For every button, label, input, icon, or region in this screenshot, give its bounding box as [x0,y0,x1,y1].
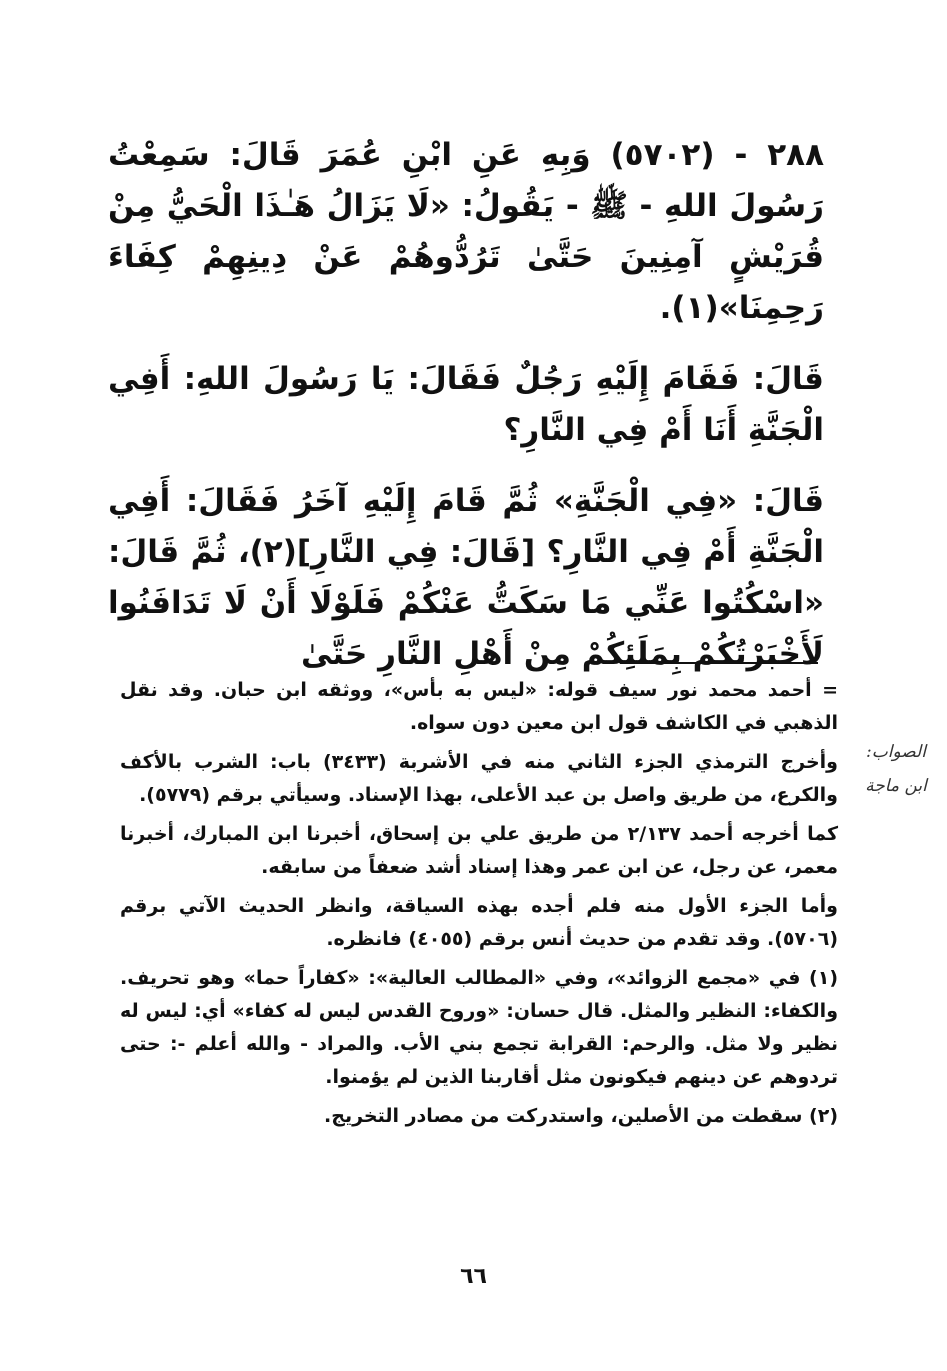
hadith-paragraph-2: قَالَ: فَقَامَ إِلَيْهِ رَجُلٌ فَقَالَ: يَا رَسُولَ اللهِ: أَفِي الْجَنَّةِ أَنَا أَمْ فِي النَّارِ؟ [108,361,824,448]
page-number: ٦٦ [460,1264,487,1289]
footnote-paragraph: وأما الجزء الأول منه فلم أجده بهذه السياقة، وانظر الحديث الآتي برقم (٥٧٠٦). وقد تقدم من حديث أنس برقم (٤٠٥٥) فانظره. [120,895,838,950]
footnote-paragraph: = أحمد محمد نور سيف قوله: «ليس به بأس»، ووثقه ابن حبان. وقد نقل الذهبي في الكاشف قول ابن معين دون سواه. [120,679,838,734]
hadith-paragraph-3: قَالَ: «فِي الْجَنَّةِ» ثُمَّ قَامَ إِلَيْهِ آخَرُ فَقَالَ: أَفِي الْجَنَّةِ أَمْ فِي النَّارِ؟ [قَالَ: فِي النَّارِ](٢)، ثُمَّ قَالَ: «اسْكُتُوا عَنِّي مَا سَكَتُّ عَنْكُمْ فَلَوْلَا أَنْ لَا تَدَافَنُوا لَأَخْبَرْتُكُمْ بِمَلَئِكُمْ مِنْ أَهْلِ النَّارِ حَتَّىٰ [108,483,824,672]
footnote-separator [620,662,818,664]
margin-note-line-1: الصواب: [866,742,926,762]
footnotes-section [120,674,838,1139]
footnote-paragraph: وأخرج الترمذي الجزء الثاني منه في الأشربة (٣٤٣٣) باب: الشرب بالأكف والكرع، من طريق واصل بن عبد الأعلى، بهذا الإسناد. وسيأتي برقم (٥٧٧٩). [120,751,838,806]
footnote-2: (٢) سقطت من الأصلين، واستدركت من مصادر التخريج. [324,1105,838,1127]
hadith-main-text [108,130,824,700]
margin-note-line-2: ابن ماجة [865,776,927,796]
footnote-1: (١) في «مجمع الزوائد»، وفي «المطالب العالية»: «كفاراً حما» وهو تحريف. والكفاء: النظير والمثل. قال حسان: «وروح القدس ليس له كفاء» أي: ليس له نظير ولا مثل. والرحم: القرابة تجمع بني الأب. والمراد - والله أعلم -: حتى تردوهم عن دينهم فيكونون مثل أقاربنا الذين لم يؤمنوا. [120,967,838,1088]
hadith-paragraph-1: ٢٨٨ - (٥٧٠٢) وَبِهِ عَنِ ابْنِ عُمَرَ قَالَ: سَمِعْتُ رَسُولَ اللهِ - ﷺ - يَقُولُ: «لَا يَزَالُ هَـٰذَا الْحَيُّ مِنْ قُرَيْشٍ آمِنِينَ حَتَّىٰ تَرُدُّوهُمْ عَنْ دِينِهِمْ كِفَاءَ رَحِمِنَا»(١). [108,137,824,326]
footnote-paragraph: كما أخرجه أحمد ٢/١٣٧ من طريق علي بن إسحاق، أخبرنا ابن المبارك، أخبرنا معمر، عن رجل، عن ابن عمر وهذا إسناد أشد ضعفاً من سابقه. [120,823,838,878]
handwritten-margin-note [848,735,944,803]
